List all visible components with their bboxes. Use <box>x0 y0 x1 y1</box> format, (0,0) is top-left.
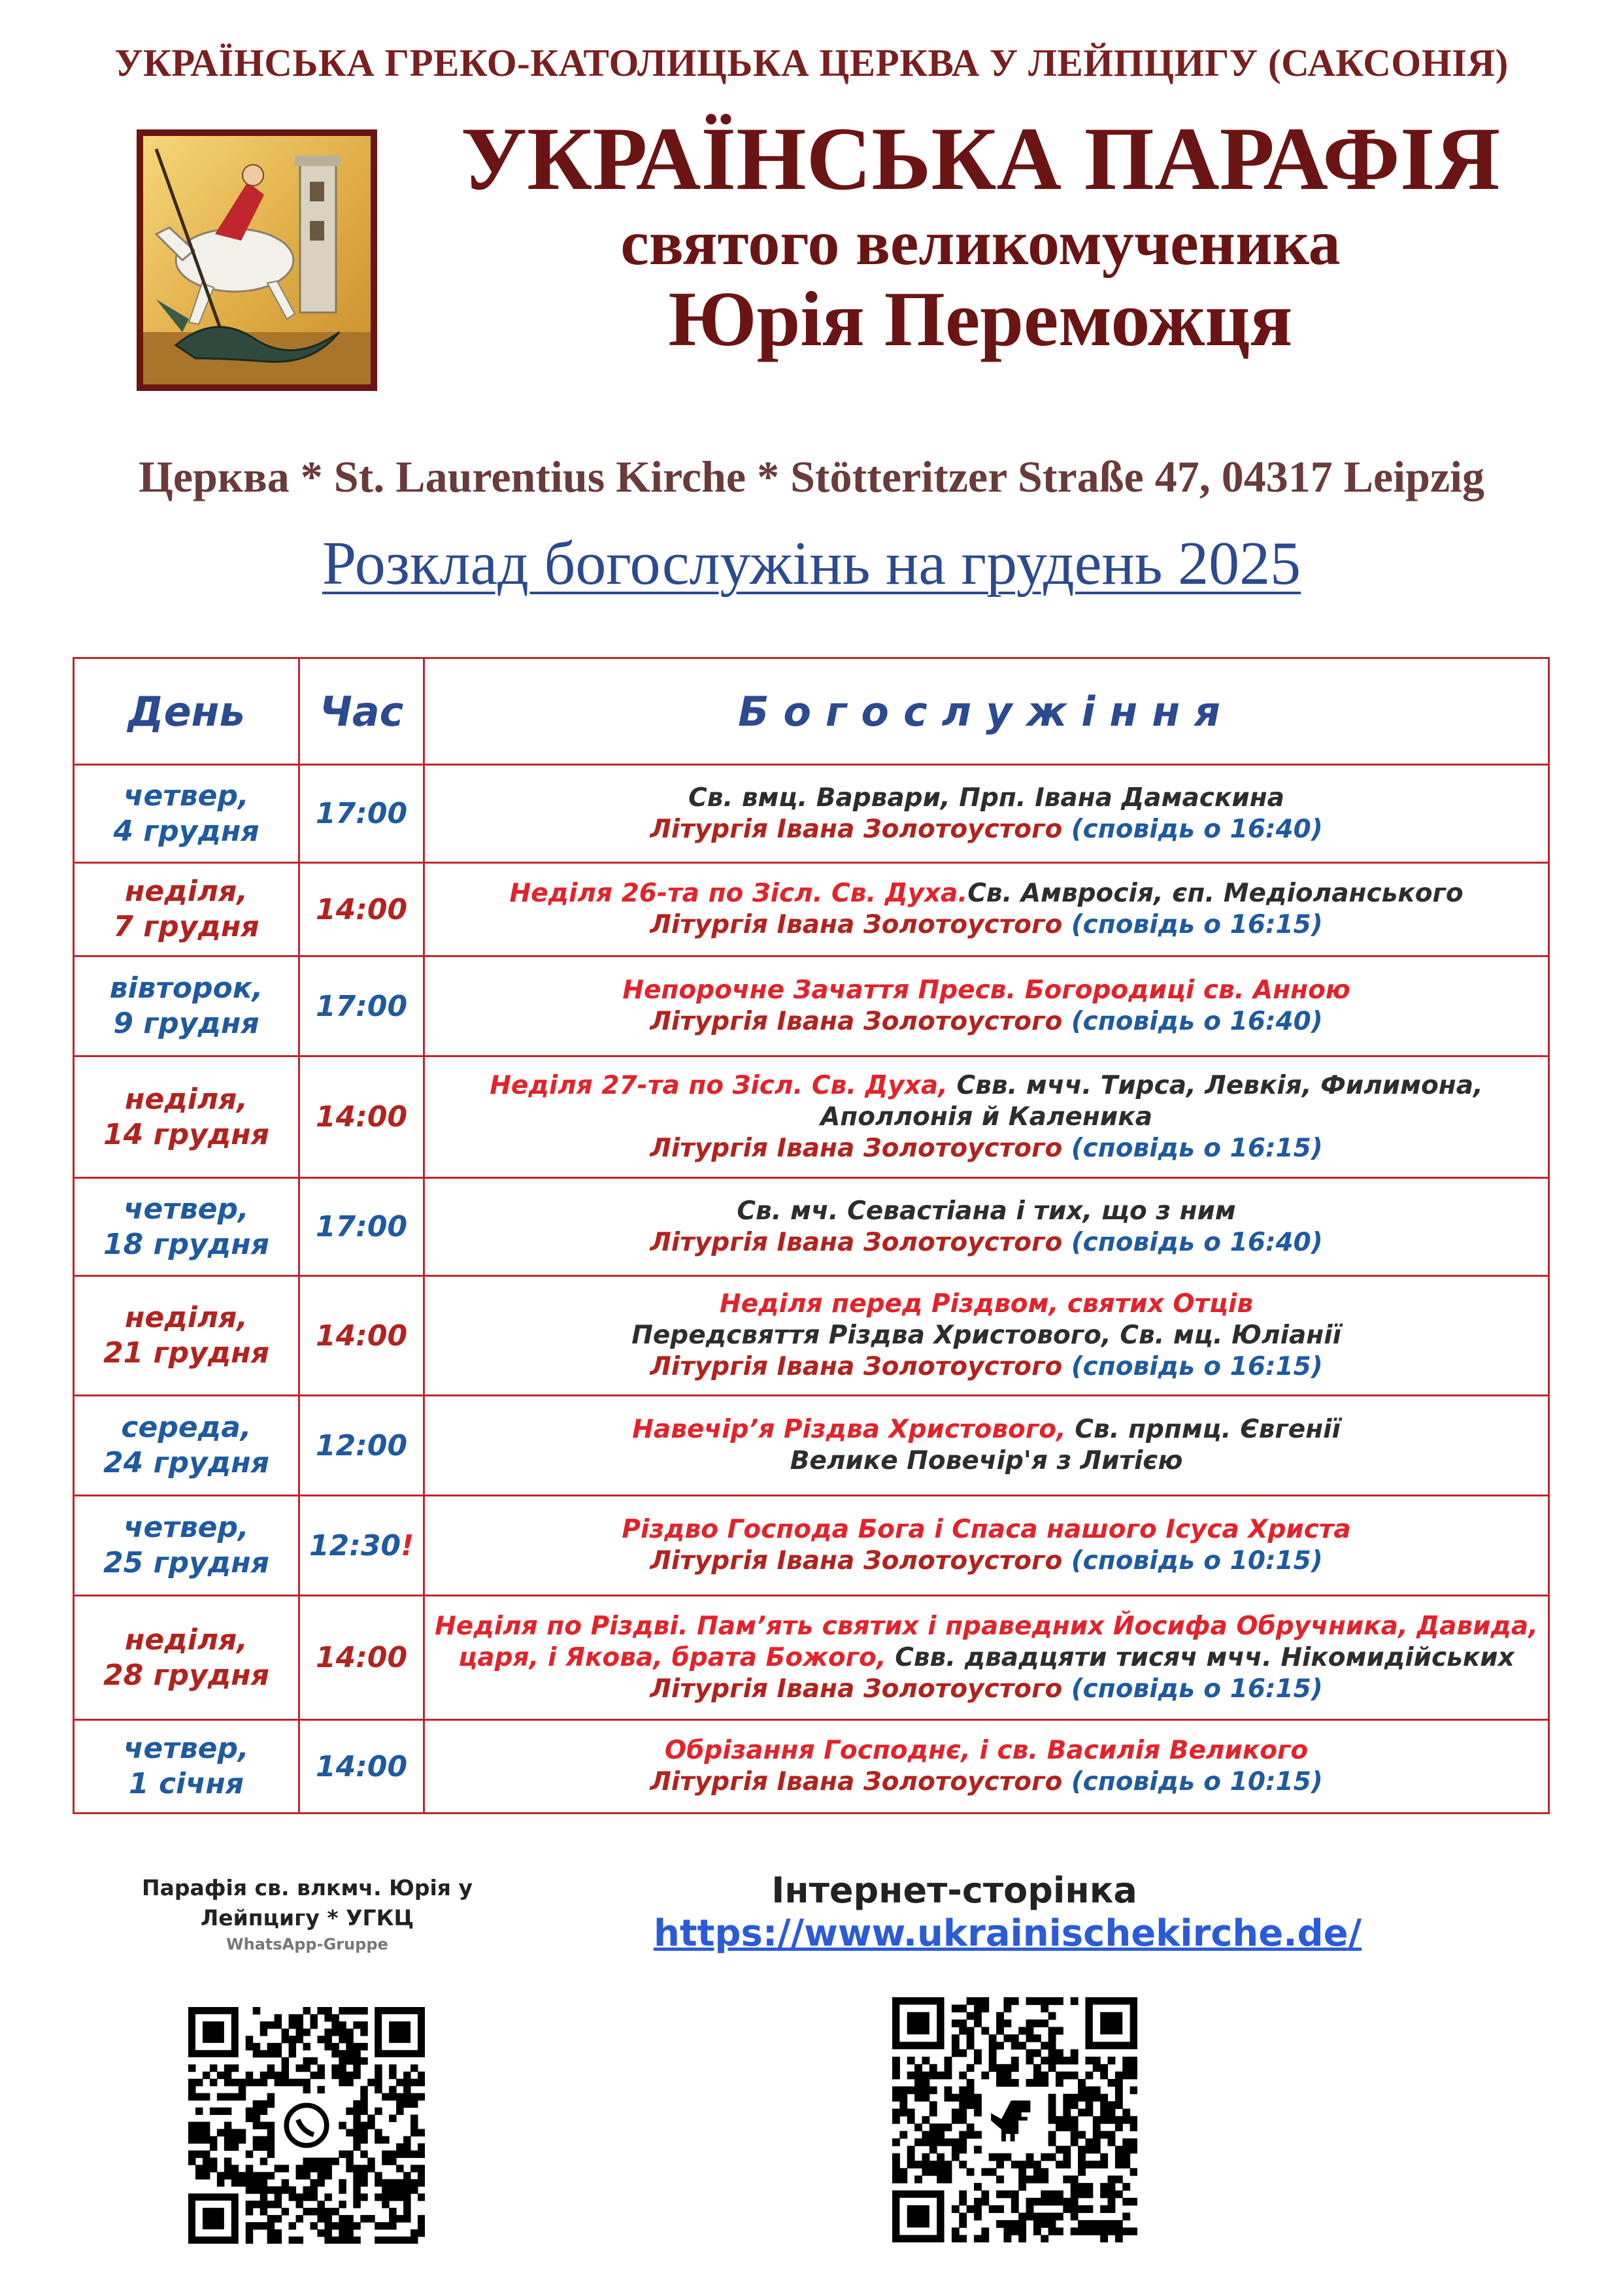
schedule-table <box>73 657 1550 1814</box>
service-line <box>434 1545 1539 1577</box>
table-row <box>74 765 1549 863</box>
date: 7 грудня <box>113 910 259 943</box>
weekday: вівторок, <box>109 971 263 1005</box>
service-time: 14:00 <box>316 1100 408 1134</box>
service-time: 12:00 <box>316 1428 408 1462</box>
service-line <box>434 1070 1539 1102</box>
whatsapp-qr-code[interactable] <box>188 2007 425 2244</box>
liturgy-label: Літургія Івана Золотоустого <box>650 1767 1063 1797</box>
date: 24 грудня <box>103 1446 269 1479</box>
table-row <box>74 863 1549 956</box>
time-cell <box>299 1056 424 1178</box>
service-time: 14:00 <box>316 892 408 926</box>
time-cell <box>299 1276 424 1396</box>
confession-time: (сповідь о 16:40) <box>1062 814 1323 844</box>
day-cell <box>74 863 299 956</box>
parish-title: УКРАЇНСЬКА ПАРАФІЯ <box>460 109 1501 209</box>
table-header-row <box>74 658 1549 765</box>
confession-time: (сповідь о 10:15) <box>1062 1767 1323 1797</box>
confession-time: (сповідь о 10:15) <box>1062 1546 1323 1576</box>
service-time: 14:00 <box>316 1319 408 1353</box>
feast-label: Неділя по Різдві. Пам’ять святих і праведних Йосифа Обручника, Давида, <box>435 1611 1539 1641</box>
service-line <box>434 1414 1539 1445</box>
service-line <box>434 1735 1539 1766</box>
date: 18 грудня <box>103 1227 269 1261</box>
service-line <box>434 975 1539 1006</box>
parish-subtitle-1: святого великомученика <box>620 208 1341 279</box>
service-cell <box>424 1596 1549 1720</box>
time-cell <box>299 1396 424 1496</box>
service-cell <box>424 1276 1549 1396</box>
commemoration-text: Велике Повечір'я з Литією <box>790 1446 1183 1476</box>
weekday: неділя, <box>124 1623 248 1657</box>
liturgy-label: Літургія Івана Золотоустого <box>650 814 1063 844</box>
day-cell <box>74 1496 299 1596</box>
table-row <box>74 1178 1549 1276</box>
weekday: неділя, <box>124 1082 248 1116</box>
date: 21 грудня <box>103 1336 269 1370</box>
day-cell <box>74 1396 299 1496</box>
time-cell <box>299 1720 424 1814</box>
service-cell <box>424 1056 1549 1178</box>
time-cell <box>299 956 424 1056</box>
schedule-rows <box>74 765 1549 1814</box>
date: 1 січня <box>129 1767 244 1800</box>
service-line <box>434 1351 1539 1383</box>
feast-label: Неділя 27-та по Зісл. Св. Духа, <box>490 1070 948 1100</box>
weekday: четвер, <box>124 779 249 813</box>
date: 28 грудня <box>103 1658 269 1692</box>
liturgy-label: Літургія Івана Золотоустого <box>650 1352 1063 1381</box>
whatsapp-group-title: Парафія св. влкмч. Юрія у Лейпцигу * УГКЦ <box>142 1875 473 1931</box>
service-cell <box>424 765 1549 863</box>
liturgy-label: Літургія Івана Золотоустого <box>650 1546 1063 1576</box>
date: 4 грудня <box>113 814 259 848</box>
service-line <box>434 1514 1539 1545</box>
st-george-icon <box>137 129 377 391</box>
whatsapp-group-subtitle: WhatsApp-Gruppe <box>226 1935 388 1953</box>
table-row <box>74 956 1549 1056</box>
commemoration-text: Аполлонія й Каленика <box>820 1102 1153 1132</box>
service-line <box>434 783 1539 814</box>
service-line <box>434 1289 1539 1320</box>
service-time: 17:00 <box>316 989 408 1023</box>
day-cell <box>74 765 299 863</box>
date: 9 грудня <box>113 1007 259 1040</box>
time-cell <box>299 1178 424 1276</box>
service-line <box>434 909 1539 941</box>
parish-subtitle-2: Юрія Переможця <box>668 275 1293 362</box>
time-cell <box>299 765 424 863</box>
feast-label: Різдво Господа Бога і Спаса нашого Ісуса Христа <box>622 1515 1351 1544</box>
service-line <box>434 1320 1539 1351</box>
weekday: четвер, <box>124 1192 249 1226</box>
service-line <box>434 1227 1539 1258</box>
service-cell <box>424 1178 1549 1276</box>
website-qr-code[interactable] <box>892 1997 1137 2242</box>
service-time: 17:00 <box>316 1210 408 1243</box>
liturgy-label: Літургія Івана Золотоустого <box>650 1133 1063 1163</box>
service-time: 14:00 <box>316 1749 408 1783</box>
whatsapp-icon <box>281 2100 333 2152</box>
service-cell <box>424 1396 1549 1496</box>
feast-label: Неділя 26-та по Зісл. Св. Духа. <box>509 879 968 908</box>
day-cell <box>74 1178 299 1276</box>
commemoration-text: Св. Амвросія, єп. Медіоланського <box>967 879 1464 908</box>
time-change-mark: ! <box>401 1528 414 1562</box>
liturgy-label: Літургія Івана Золотоустого <box>650 1007 1063 1036</box>
confession-time: (сповідь о 16:15) <box>1062 1674 1323 1704</box>
feast-label: Обрізання Господнє, і св. Василія Великого <box>664 1736 1309 1765</box>
time-cell <box>299 1496 424 1596</box>
confession-time: (сповідь о 16:15) <box>1062 910 1323 939</box>
service-time: 14:00 <box>316 1641 408 1674</box>
confession-time: (сповідь о 16:15) <box>1062 1352 1323 1381</box>
liturgy-label: Літургія Івана Золотоустого <box>650 1674 1063 1704</box>
commemoration-text: Св. прпмц. Євгенії <box>1065 1415 1341 1444</box>
service-cell <box>424 1496 1549 1596</box>
liturgy-label: Літургія Івана Золотоустого <box>650 910 1063 939</box>
time-cell <box>299 1596 424 1720</box>
table-row <box>74 1276 1549 1396</box>
website-title: Інтернет-сторінка <box>771 1870 1137 1911</box>
time-cell <box>299 863 424 956</box>
day-cell <box>74 1596 299 1720</box>
service-line <box>434 1196 1539 1227</box>
service-cell <box>424 956 1549 1056</box>
feast-label: Навечір’я Різдва Христового, <box>632 1415 1066 1444</box>
date: 14 грудня <box>103 1117 269 1151</box>
confession-time: (сповідь о 16:40) <box>1062 1227 1323 1257</box>
header-time: Час <box>299 658 424 765</box>
service-line <box>434 1133 1539 1164</box>
service-line <box>434 1445 1539 1477</box>
day-cell <box>74 1056 299 1178</box>
header-service: Богослужіння <box>424 658 1549 765</box>
website-link[interactable]: https://www.ukrainischekirche.de/ <box>654 1912 1362 1955</box>
header-day: День <box>74 658 299 765</box>
table-row <box>74 1396 1549 1496</box>
day-cell <box>74 1276 299 1396</box>
date: 25 грудня <box>103 1546 269 1579</box>
day-cell <box>74 1720 299 1814</box>
service-line <box>434 1766 1539 1798</box>
service-time: 12:30 <box>309 1528 401 1562</box>
feast-label: Неділя перед Різдвом, святих Отців <box>720 1289 1254 1319</box>
table-row <box>74 1720 1549 1814</box>
church-name-line: УКРАЇНСЬКА ГРЕКО-КАТОЛИЦЬКА ЦЕРКВА У ЛЕЙПЦИГУ (САКСОНІЯ) <box>114 41 1509 84</box>
commemoration-text: Передсвяття Різдва Христового, Св. мц. Юліанії <box>631 1321 1341 1350</box>
commemoration-text: Свв. мчч. Тирса, Левкія, Филимона, <box>947 1070 1483 1100</box>
weekday: четвер, <box>124 1511 249 1544</box>
service-line <box>434 1102 1539 1133</box>
service-line <box>434 1611 1539 1642</box>
feast-label: царя, і Якова, брата Божого, <box>458 1642 886 1672</box>
dinosaur-icon <box>989 2094 1041 2146</box>
table-row <box>74 1496 1549 1596</box>
service-line <box>434 1642 1539 1674</box>
service-line <box>434 1674 1539 1705</box>
weekday: неділя, <box>124 1301 248 1334</box>
service-line <box>434 878 1539 909</box>
table-row <box>74 1056 1549 1178</box>
liturgy-label: Літургія Івана Золотоустого <box>650 1227 1063 1257</box>
church-address: Церква * St. Laurentius Kirche * Stötteritzer Straße 47, 04317 Leipzig <box>138 452 1485 501</box>
table-row <box>74 1596 1549 1720</box>
service-cell <box>424 1720 1549 1814</box>
service-cell <box>424 863 1549 956</box>
commemoration-text: Св. вмц. Варвари, Прп. Івана Дамаскина <box>688 783 1284 813</box>
weekday: середа, <box>121 1411 252 1444</box>
service-time: 17:00 <box>316 797 408 830</box>
day-cell <box>74 956 299 1056</box>
service-line <box>434 1006 1539 1038</box>
feast-label: Непорочне Зачаття Пресв. Богородиці св. Анною <box>622 975 1350 1005</box>
weekday: четвер, <box>124 1732 249 1765</box>
confession-time: (сповідь о 16:15) <box>1062 1133 1323 1163</box>
commemoration-text: Св. мч. Севастіана і тих, що з ним <box>737 1196 1236 1226</box>
service-line <box>434 814 1539 845</box>
weekday: неділя, <box>124 875 248 908</box>
schedule-title: Розклад богослужінь на грудень 2025 <box>322 530 1301 598</box>
confession-time: (сповідь о 16:40) <box>1062 1007 1323 1036</box>
commemoration-text: Свв. двадцяти тисяч мчч. Нікомидійських <box>886 1642 1514 1672</box>
